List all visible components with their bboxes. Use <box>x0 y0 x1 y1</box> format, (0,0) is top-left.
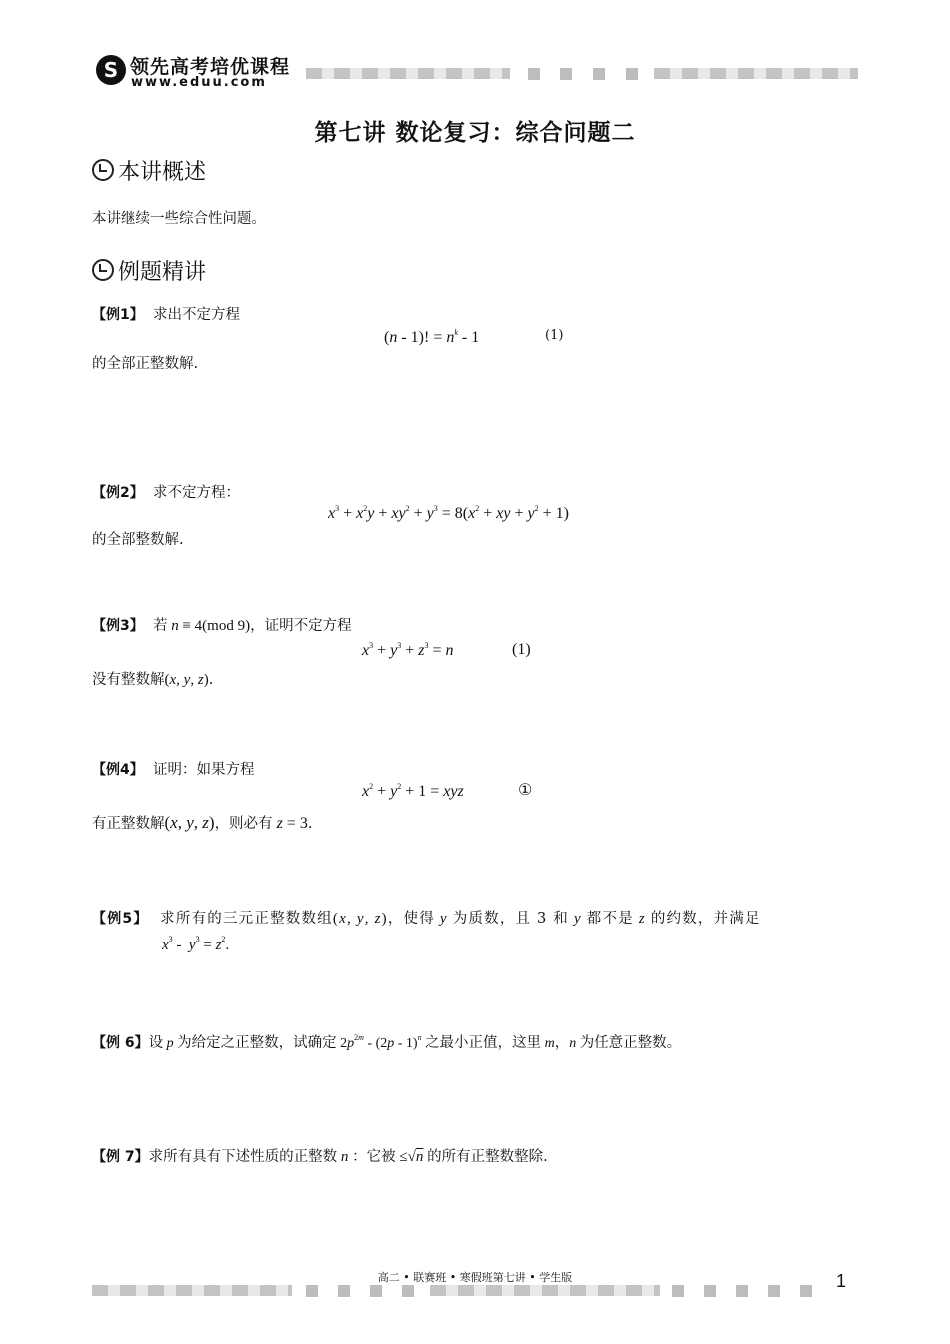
equation-number: (1) <box>545 328 564 343</box>
equation-number: (1) <box>512 641 531 658</box>
logo-name: 领先高考培优课程 <box>130 56 291 78</box>
example-7-prompt: 【例 7】求所有具有下述性质的正整数 n ：它被 ≤√n 的所有正整数整除. <box>92 1149 548 1165</box>
examples-heading: 例题精讲 <box>92 255 206 286</box>
arrow-circle-icon <box>92 159 114 181</box>
example-5-equation: $x^3 - y^3 = z^2$. <box>162 935 230 953</box>
equation-number: ① <box>518 782 533 799</box>
example-5-prompt: 【例5】 求所有的三元正整数数组(x, y, z)，使得 y 为质数，且 3 和 y 都不是 z 的约数，并满足 <box>92 911 761 927</box>
example-3-prompt: 【例3】 若 n ≡ 4(mod 9)，证明不定方程 <box>92 618 352 634</box>
overview-heading: 本讲概述 <box>92 155 206 186</box>
example-1-equation: (n - 1)! = $n^k - 1$ <box>384 328 480 346</box>
logo-mark: S <box>96 55 126 85</box>
example-2-tail: 的全部整数解. <box>92 532 184 548</box>
logo-url: www.eduu.com <box>131 75 267 90</box>
page-title: 第七讲 数论复习：综合问题二 <box>314 119 636 146</box>
example-4-tail: 有正整数解(x, y, z)，则必有 z = 3. <box>92 813 313 832</box>
example-1-tail: 的全部正整数解. <box>92 356 199 372</box>
example-4-equation: $x^2 + y^2 + 1$ = xyz <box>362 782 464 800</box>
example-4-prompt: 【例4】 证明：如果方程 <box>92 762 255 778</box>
example-3-tail: 没有整数解(x, y, z). <box>92 672 214 688</box>
example-2-equation: $x^3 + x^2y + xy^2 + y^3 = 8(x^2$ + xy + $y^2 + 1$) <box>328 504 569 522</box>
example-2-prompt: 【例2】 求不定方程： <box>92 485 240 501</box>
example-6-prompt: 【例 6】设 p 为给定之正整数，试确定 $2p^{2m} - (2p - 1)^n$ 之最小正值，这里 m，n 为任意正整数。 <box>92 1033 682 1051</box>
page-number: 1 <box>836 1271 847 1291</box>
footer-text: 高二 • 联赛班 • 寒假班第七讲 • 学生版 <box>377 1271 573 1284</box>
example-3-equation: $x^3 + y^3 + z^3 = n$ <box>362 641 454 659</box>
arrow-circle-icon <box>92 259 114 281</box>
example-1-prompt: 【例1】 求出不定方程 <box>92 307 240 323</box>
overview-text: 本讲继续一些综合性问题。 <box>92 211 266 227</box>
